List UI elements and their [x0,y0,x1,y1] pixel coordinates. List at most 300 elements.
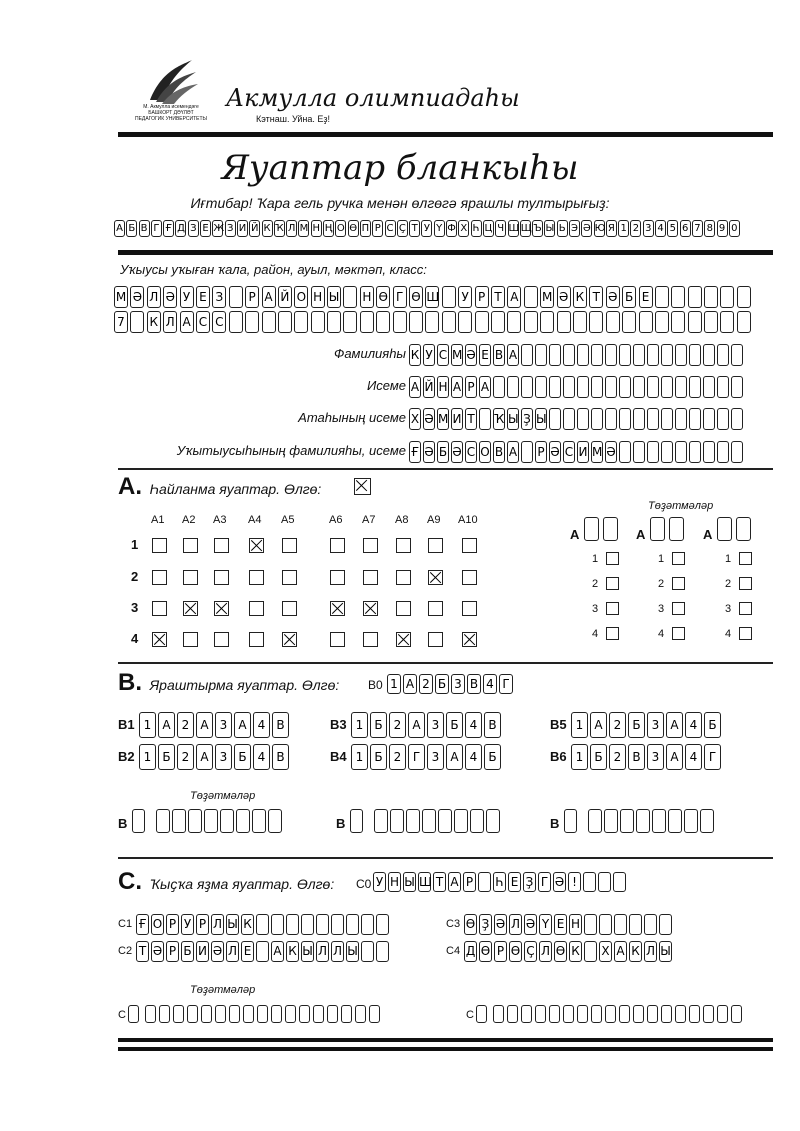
char-cell[interactable]: В [272,712,289,738]
char-cell[interactable] [704,311,718,333]
correction-cell[interactable] [603,517,618,541]
char-cell[interactable]: Б [628,712,645,738]
answer-checkbox[interactable] [152,601,167,616]
char-cell[interactable] [613,872,626,892]
char-cell[interactable]: Б [435,674,449,694]
char-cell[interactable] [491,311,505,333]
char-cell[interactable] [671,311,685,333]
char-cell[interactable]: О [151,914,164,935]
char-cell[interactable]: Й [278,286,292,308]
char-cell[interactable] [311,311,325,333]
char-cell[interactable] [313,1005,324,1023]
answer-checkbox[interactable] [282,601,297,616]
correction-field[interactable] [588,809,716,833]
answer-checkbox[interactable] [396,570,411,585]
char-cell[interactable]: М [437,408,449,430]
char-cell[interactable] [341,1005,352,1023]
char-cell[interactable]: 1 [351,744,368,770]
correction-checkbox[interactable] [739,577,752,590]
char-cell[interactable]: 1 [139,744,156,770]
char-cell[interactable] [215,1005,226,1023]
answer-checkbox[interactable] [214,570,229,585]
char-cell[interactable]: З [212,286,226,308]
char-cell[interactable] [188,809,202,833]
char-cell[interactable]: 2 [419,674,433,694]
char-cell[interactable]: У [373,872,386,892]
char-cell[interactable] [675,1005,686,1023]
name-field[interactable] [409,376,745,398]
char-cell[interactable] [577,408,589,430]
char-cell[interactable]: Л [331,941,344,962]
char-cell[interactable]: Т [136,941,149,962]
char-cell[interactable]: В [493,344,505,366]
char-cell[interactable]: Л [147,286,161,308]
char-cell[interactable] [201,1005,212,1023]
char-cell[interactable] [540,311,554,333]
char-cell[interactable] [327,1005,338,1023]
char-cell[interactable] [591,344,603,366]
char-cell[interactable] [661,1005,672,1023]
char-cell[interactable]: Б [181,941,194,962]
char-cell[interactable]: У [423,344,435,366]
answer-checkbox[interactable] [330,632,345,647]
correction-field[interactable] [132,809,145,833]
char-cell[interactable] [493,1005,504,1023]
char-cell[interactable]: А [507,344,519,366]
char-cell[interactable] [688,286,702,308]
char-cell[interactable] [549,376,561,398]
char-cell[interactable]: Ы [507,408,519,430]
char-cell[interactable] [535,344,547,366]
answer-checkbox[interactable] [152,632,167,647]
char-cell[interactable] [689,376,701,398]
char-cell[interactable] [589,311,603,333]
char-cell[interactable]: Г [408,744,425,770]
char-cell[interactable] [633,344,645,366]
section-b-answer-field[interactable] [571,712,723,738]
section-c-answer-field[interactable] [464,914,674,935]
char-cell[interactable]: Ы [346,941,359,962]
char-cell[interactable]: Б [446,712,463,738]
char-cell[interactable] [376,311,390,333]
char-cell[interactable] [717,441,729,463]
char-cell[interactable] [159,1005,170,1023]
char-cell[interactable] [268,809,282,833]
char-cell[interactable]: С [212,311,226,333]
char-cell[interactable]: Т [491,286,505,308]
char-cell[interactable]: Ә [549,441,561,463]
char-cell[interactable] [262,311,276,333]
char-cell[interactable] [619,441,631,463]
char-cell[interactable]: А [271,941,284,962]
char-cell[interactable] [731,376,743,398]
char-cell[interactable] [271,1005,282,1023]
char-cell[interactable] [661,441,673,463]
correction-checkbox[interactable] [606,627,619,640]
char-cell[interactable]: Р [494,941,507,962]
char-cell[interactable] [350,809,363,833]
char-cell[interactable]: Ҡ [493,408,505,430]
char-cell[interactable]: 7 [114,311,128,333]
answer-checkbox[interactable] [183,632,198,647]
char-cell[interactable] [655,286,669,308]
char-cell[interactable] [243,1005,254,1023]
char-cell[interactable] [132,809,145,833]
char-cell[interactable]: Р [465,376,477,398]
char-cell[interactable] [661,376,673,398]
char-cell[interactable] [327,311,341,333]
char-cell[interactable] [598,872,611,892]
char-cell[interactable] [454,809,468,833]
char-cell[interactable] [619,408,631,430]
char-cell[interactable]: В [467,674,481,694]
char-cell[interactable] [128,1005,139,1023]
char-cell[interactable] [588,809,602,833]
char-cell[interactable] [689,1005,700,1023]
char-cell[interactable] [703,376,715,398]
char-cell[interactable] [573,311,587,333]
char-cell[interactable] [731,441,743,463]
char-cell[interactable] [187,1005,198,1023]
section-c-answer-field[interactable] [136,941,391,962]
char-cell[interactable]: А [590,712,607,738]
char-cell[interactable] [605,344,617,366]
char-cell[interactable] [659,914,672,935]
char-cell[interactable] [614,914,627,935]
correction-checkbox[interactable] [672,627,685,640]
char-cell[interactable] [130,311,144,333]
char-cell[interactable]: 3 [427,712,444,738]
char-cell[interactable] [720,311,734,333]
char-cell[interactable] [583,872,596,892]
char-cell[interactable] [620,809,634,833]
char-cell[interactable]: Б [370,712,387,738]
char-cell[interactable] [376,941,389,962]
char-cell[interactable]: Б [704,712,721,738]
char-cell[interactable]: Е [241,941,254,962]
char-cell[interactable]: 2 [177,712,194,738]
answer-checkbox[interactable] [428,538,443,553]
char-cell[interactable] [285,1005,296,1023]
char-cell[interactable] [229,1005,240,1023]
char-cell[interactable]: Ә [605,441,617,463]
char-cell[interactable]: Ә [557,286,571,308]
answer-checkbox[interactable] [249,601,264,616]
answer-checkbox[interactable] [152,538,167,553]
char-cell[interactable] [507,376,519,398]
answer-checkbox[interactable] [330,538,345,553]
char-cell[interactable] [731,344,743,366]
char-cell[interactable] [331,914,344,935]
char-cell[interactable]: Р [166,941,179,962]
char-cell[interactable]: Н [437,376,449,398]
char-cell[interactable]: 3 [451,674,465,694]
char-cell[interactable]: Ө [464,914,477,935]
char-cell[interactable]: Х [409,408,421,430]
char-cell[interactable]: 3 [427,744,444,770]
char-cell[interactable]: У [181,914,194,935]
char-cell[interactable]: 4 [465,712,482,738]
char-cell[interactable] [661,344,673,366]
answer-checkbox[interactable] [214,538,229,553]
answer-checkbox[interactable] [428,601,443,616]
answer-checkbox[interactable] [330,601,345,616]
char-cell[interactable]: 1 [139,712,156,738]
char-cell[interactable]: М [591,441,603,463]
answer-checkbox[interactable] [396,601,411,616]
char-cell[interactable] [299,1005,310,1023]
char-cell[interactable]: Б [484,744,501,770]
char-cell[interactable]: Д [464,941,477,962]
char-cell[interactable] [647,344,659,366]
correction-checkbox[interactable] [739,602,752,615]
char-cell[interactable]: 1 [351,712,368,738]
char-cell[interactable] [257,1005,268,1023]
char-cell[interactable]: Ы [301,941,314,962]
char-cell[interactable] [689,344,701,366]
char-cell[interactable] [717,376,729,398]
char-cell[interactable]: 4 [685,744,702,770]
char-cell[interactable]: О [479,441,491,463]
char-cell[interactable] [478,872,491,892]
correction-cell[interactable] [584,517,599,541]
char-cell[interactable]: Б [158,744,175,770]
char-cell[interactable] [563,376,575,398]
char-cell[interactable]: 2 [389,744,406,770]
char-cell[interactable]: 1 [387,674,401,694]
char-cell[interactable] [591,1005,602,1023]
char-cell[interactable]: В [493,441,505,463]
correction-field[interactable] [374,809,502,833]
char-cell[interactable] [524,311,538,333]
char-cell[interactable] [563,344,575,366]
char-cell[interactable]: Ә [553,872,566,892]
char-cell[interactable] [156,809,170,833]
char-cell[interactable]: А [408,712,425,738]
char-cell[interactable] [369,1005,380,1023]
char-cell[interactable] [661,408,673,430]
char-cell[interactable] [633,441,645,463]
char-cell[interactable] [229,286,243,308]
char-cell[interactable]: Ә [151,941,164,962]
char-cell[interactable] [675,441,687,463]
char-cell[interactable] [655,311,669,333]
char-cell[interactable] [422,809,436,833]
teacher-field[interactable] [409,441,745,463]
char-cell[interactable] [703,1005,714,1023]
char-cell[interactable]: А [446,744,463,770]
answer-checkbox[interactable] [183,570,198,585]
char-cell[interactable]: 4 [465,744,482,770]
char-cell[interactable]: В [484,712,501,738]
char-cell[interactable] [204,809,218,833]
char-cell[interactable]: Л [539,941,552,962]
char-cell[interactable]: М [540,286,554,308]
char-cell[interactable]: Т [589,286,603,308]
char-cell[interactable] [355,1005,366,1023]
char-cell[interactable]: А [409,376,421,398]
char-cell[interactable]: К [241,914,254,935]
char-cell[interactable] [535,1005,546,1023]
char-cell[interactable] [591,376,603,398]
char-cell[interactable]: В [628,744,645,770]
char-cell[interactable] [376,914,389,935]
char-cell[interactable] [256,914,269,935]
char-cell[interactable]: Р [166,914,179,935]
char-cell[interactable]: 1 [571,744,588,770]
char-cell[interactable] [256,941,269,962]
char-cell[interactable]: К [409,344,421,366]
char-cell[interactable] [145,1005,156,1023]
char-cell[interactable] [236,809,250,833]
answer-checkbox[interactable] [330,570,345,585]
answer-checkbox[interactable] [462,538,477,553]
char-cell[interactable]: Б [622,286,636,308]
char-cell[interactable] [557,311,571,333]
correction-field[interactable] [145,1005,383,1023]
char-cell[interactable] [245,311,259,333]
char-cell[interactable] [549,344,561,366]
char-cell[interactable] [599,914,612,935]
char-cell[interactable] [689,441,701,463]
char-cell[interactable] [675,344,687,366]
char-cell[interactable] [684,809,698,833]
correction-cell[interactable] [669,517,684,541]
char-cell[interactable]: С [196,311,210,333]
char-cell[interactable] [316,914,329,935]
char-cell[interactable]: Ә [163,286,177,308]
char-cell[interactable]: Б [234,744,251,770]
char-cell[interactable]: А [614,941,627,962]
answer-checkbox[interactable] [363,538,378,553]
answer-checkbox[interactable] [462,570,477,585]
char-cell[interactable]: М [451,344,463,366]
char-cell[interactable]: Ғ [409,441,421,463]
answer-checkbox[interactable] [249,632,264,647]
char-cell[interactable] [458,311,472,333]
char-cell[interactable]: Е [508,872,521,892]
char-cell[interactable]: Г [538,872,551,892]
correction-field[interactable] [493,1005,745,1023]
char-cell[interactable] [252,809,266,833]
char-cell[interactable]: ! [568,872,581,892]
char-cell[interactable]: А [196,712,213,738]
char-cell[interactable] [633,1005,644,1023]
char-cell[interactable] [535,376,547,398]
char-cell[interactable]: С [437,344,449,366]
char-cell[interactable]: 4 [253,744,270,770]
char-cell[interactable] [521,344,533,366]
char-cell[interactable] [703,344,715,366]
char-cell[interactable]: Р [245,286,259,308]
char-cell[interactable]: Л [211,914,224,935]
patronymic-field[interactable] [409,408,745,430]
char-cell[interactable] [172,809,186,833]
char-cell[interactable] [622,311,636,333]
char-cell[interactable]: О [294,286,308,308]
char-cell[interactable]: 3 [215,744,232,770]
char-cell[interactable]: 3 [647,712,664,738]
char-cell[interactable] [524,286,538,308]
char-cell[interactable]: Г [499,674,513,694]
answer-checkbox[interactable] [214,601,229,616]
char-cell[interactable] [442,311,456,333]
char-cell[interactable] [301,914,314,935]
answer-checkbox[interactable] [183,538,198,553]
char-cell[interactable]: 2 [389,712,406,738]
correction-checkbox[interactable] [606,602,619,615]
char-cell[interactable]: Ҙ [479,914,492,935]
char-cell[interactable]: Б [437,441,449,463]
char-cell[interactable]: У [180,286,194,308]
char-cell[interactable] [737,311,751,333]
char-cell[interactable] [343,286,357,308]
char-cell[interactable] [521,441,533,463]
answer-checkbox[interactable] [249,538,264,553]
char-cell[interactable] [700,809,714,833]
char-cell[interactable]: Е [639,286,653,308]
char-cell[interactable]: У [458,286,472,308]
char-cell[interactable]: Л [509,914,522,935]
section-b-answer-field[interactable] [139,744,291,770]
char-cell[interactable] [549,1005,560,1023]
char-cell[interactable]: А [403,674,417,694]
char-cell[interactable]: Ә [465,344,477,366]
char-cell[interactable]: А [451,376,463,398]
char-cell[interactable]: А [158,712,175,738]
char-cell[interactable] [406,809,420,833]
char-cell[interactable] [717,344,729,366]
char-cell[interactable] [507,311,521,333]
char-cell[interactable] [563,408,575,430]
char-cell[interactable] [374,809,388,833]
char-cell[interactable]: Т [465,408,477,430]
correction-checkbox[interactable] [672,552,685,565]
char-cell[interactable] [584,941,597,962]
char-cell[interactable] [647,441,659,463]
char-cell[interactable] [564,809,577,833]
answer-checkbox[interactable] [363,570,378,585]
char-cell[interactable] [393,311,407,333]
char-cell[interactable]: И [451,408,463,430]
char-cell[interactable]: Ә [451,441,463,463]
char-cell[interactable] [294,311,308,333]
char-cell[interactable]: 3 [215,712,232,738]
correction-checkbox[interactable] [606,577,619,590]
char-cell[interactable]: И [577,441,589,463]
char-cell[interactable] [343,311,357,333]
char-cell[interactable] [220,809,234,833]
answer-checkbox[interactable] [282,538,297,553]
char-cell[interactable] [577,344,589,366]
answer-checkbox[interactable] [282,632,297,647]
char-cell[interactable]: А [479,376,491,398]
char-cell[interactable] [271,914,284,935]
char-cell[interactable] [688,311,702,333]
answer-checkbox[interactable] [363,601,378,616]
char-cell[interactable] [475,311,489,333]
char-cell[interactable] [605,408,617,430]
char-cell[interactable]: Һ [493,872,506,892]
char-cell[interactable]: Н [360,286,374,308]
char-cell[interactable]: Г [393,286,407,308]
char-cell[interactable]: 2 [609,712,626,738]
char-cell[interactable]: К [147,311,161,333]
char-cell[interactable]: Ө [509,941,522,962]
answer-checkbox[interactable] [282,570,297,585]
char-cell[interactable]: К [573,286,587,308]
char-cell[interactable]: 3 [647,744,664,770]
